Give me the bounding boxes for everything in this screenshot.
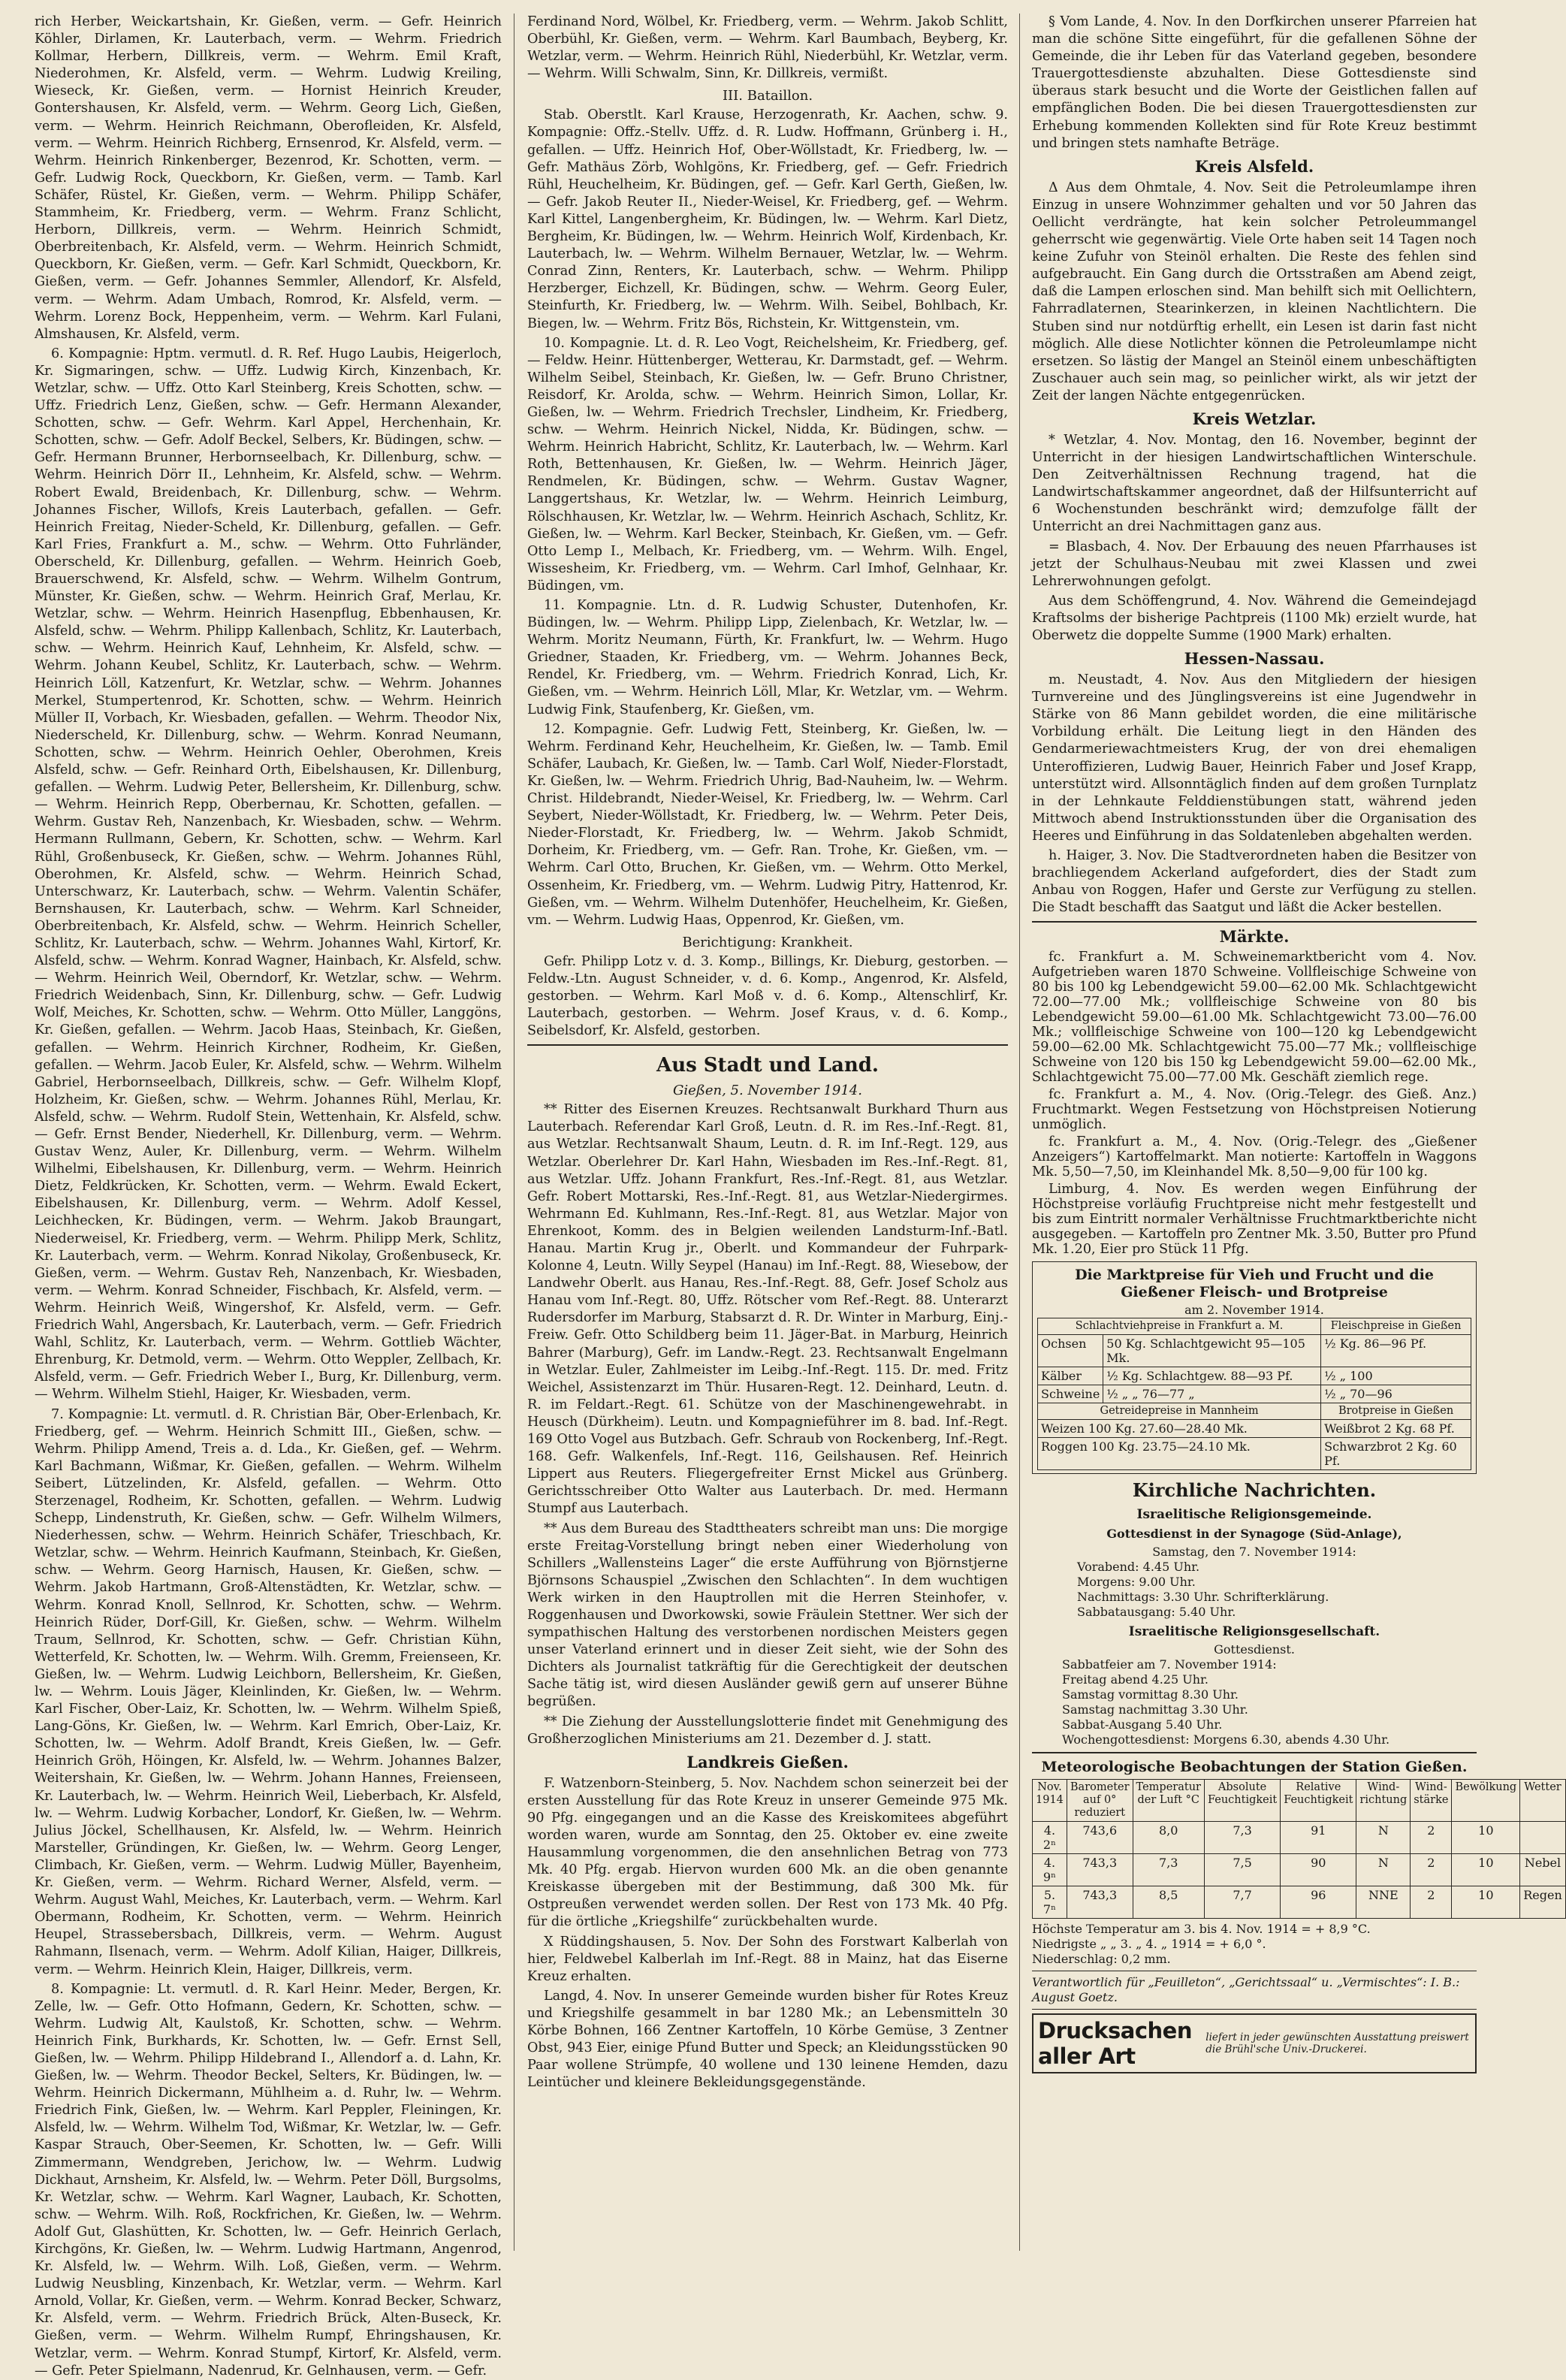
subsection-heading: Landkreis Gießen.: [686, 1752, 849, 1771]
market-report: fc. Frankfurt a. M., 4. Nov. (Orig.-Telegr. des „Gießener Anzeigers“) Kartoffelmarkt. Man notierte: Kartoffeln in Waggons Mk. 5,50—7,50, im Kleinhandel Mk. 8,50—9,00 für 100 kg.: [1032, 1134, 1477, 1180]
table-cell: NNE: [1356, 1886, 1411, 1919]
casualty-list-paragraph: 11. Kompagnie. Ltn. d. R. Ludwig Schuster, Dutenhofen, Kr. Büdingen, lw. — Wehrm. Philipp Lipp, Zielenbach, Kr. Wetzlar, lw. — Wehrm. Moritz Neumann, Fürth, Kr. Frankfurt, lw. — Wehrm. Hugo Griedner, Staaden, Kr. Friedberg, vm. — Wehrm. Johannes Beck, Rendel, Kr. Friedberg, vm. — Wehrm. Friedrich Konrad, Lich, Kr. Gießen, vm. — Wehrm. Heinrich Löll, Mlar, Kr. Wetzlar, vm. — Wehrm. Ludwig Fink, Staufenberg, Kr. Gießen, vm.: [527, 598, 1008, 717]
section-divider: [527, 1044, 1008, 1046]
service-times: [1032, 1657, 1477, 1747]
table-cell: 743,3: [1067, 1886, 1133, 1919]
print-shop-advertisement: [1032, 2013, 1477, 2073]
table-cell: ½ „ 70—96: [1321, 1385, 1471, 1403]
service-time-line: Sabbatausgang: 5.40 Uhr.: [1077, 1605, 1236, 1620]
table-row: [1033, 1822, 1566, 1854]
congregation-name: Israelitische Religionsgemeinde.: [1136, 1507, 1372, 1523]
table-cell: Roggen 100 Kg. 23.75—24.10 Mk.: [1038, 1438, 1321, 1470]
news-paragraph: X Rüddingshausen, 5. Nov. Der Sohn des Forstwart Kalberlah von hier, Feldwebel Kalberlah im Inf.-Regt. 88 in Mainz, hat das Eiserne Kreuz erhalten.: [527, 1934, 1008, 1984]
casualty-list-paragraph: Ferdinand Nord, Wölbel, Kr. Friedberg, verm. — Wehrm. Jakob Schlitt, Oberbühl, Kr. Gießen, verm. — Wehrm. Karl Baumbach, Beyberg, Kr. Wetzlar, verm. — Wehrm. Heinrich Rühl, Niederbühl, Kr. Wetzlar, verm. — Wehrm. Willi Schwalm, Sinn, Kr. Dillkreis, vermißt.: [527, 14, 1008, 82]
weather-footnote: Höchste Temperatur am 3. bis 4. Nov. 1914 = + 8,9 °C.: [1032, 1922, 1371, 1937]
column-rule: [1019, 14, 1020, 2251]
dateline: Gießen, 5. November 1914.: [673, 1083, 862, 1099]
news-paragraph: F. Watzenborn-Steinberg, 5. Nov. Nachdem schon seinerzeit bei der ersten Ausstellung für das Rote Kreuz in unserer Gemeinde 975 Mk. 90 Pfg. eingegangen und an die Kasse des Kreiskomitees abgeführt worden waren, wurde am Sonntag, den 25. Oktober ev. eine zweite Hausammlung vorgenommen, die den ansehnlichen Betrag von 773 Mk. 40 Pfg. ergab. Hiervon wurden 600 Mk. an die oben genannte Kreiskasse übergeben mit der Bestimmung, daß 300 Mk. für Ostpreußen verwendet werden sollen. Der Rest von 173 Mk. 40 Pfg. für die örtliche „Kriegshilfe“ zurückbehalten wurde.: [527, 1775, 1008, 1930]
news-paragraph: Aus dem Schöffengrund, 4. Nov. Während die Gemeindejagd Kraftsolms der bisherige Pachtpreis (1100 Mk) erzielt wurde, hat Oberwetz die doppelte Summe (1900 Mark) erhalten.: [1032, 593, 1477, 643]
column-3: [1032, 14, 1562, 2251]
market-prices-box: [1032, 1261, 1477, 1474]
table-cell: [1520, 1822, 1566, 1854]
table-header: Schlachtviehpreise in Frankfurt a. M.: [1038, 1318, 1321, 1335]
table-cell: N: [1356, 1822, 1411, 1854]
weather-table: [1032, 1779, 1566, 1919]
table-cell: ½ „ 100: [1321, 1367, 1471, 1385]
table-header-row: [1033, 1780, 1566, 1822]
table-cell: Schweine: [1038, 1385, 1103, 1403]
table-cell: Weizen 100 Kg. 27.60—28.40 Mk.: [1038, 1420, 1321, 1438]
markets-heading: Märkte.: [1219, 927, 1290, 947]
advertisement-title: Drucksachen aller Art: [1038, 2018, 1192, 2070]
casualty-list-paragraph: 10. Kompagnie. Lt. d. R. Leo Vogt, Reichelsheim, Kr. Friedberg, gef. — Feldw. Heinr. Hüttenberger, Wetterau, Kr. Darmstadt, gef. — Wehrm. Wilhelm Seibel, Steinbach, Kr. Gießen, lw. — Gefr. Bruno Christner, Reisdorf, Kr. Arolda, schw. — Wehrm. Heinrich Simon, Lollar, Kr. Gießen, lw. — Wehrm. Friedrich Trechsler, Lindheim, Kr. Friedberg, schw. — Wehrm. Heinrich Nickel, Nidda, Kr. Büdingen, schw. — Wehrm. Heinrich Habricht, Schlitz, Kr. Lauterbach, lw. — Wehrm. Karl Roth, Bettenhausen, Kr. Gießen, lw. — Wehrm. Heinrich Jäger, Rendmelen, Kr. Büdingen, schw. — Wehrm. Gustav Wagner, Langgertshaus, Kr. Wetzlar, lw. — Wehrm. Heinrich Leimburg, Rölschhausen, Kr. Wetzlar, lw. — Wehrm. Heinrich Aschach, Schlitz, Kr. Gießen, lw. — Wehrm. Karl Becker, Steinbach, Kr. Gießen, vm. — Gefr. Otto Lemp I., Melbach, Kr. Friedberg, vm. — Wehrm. Wilh. Engel, Wissesheim, Kr. Friedberg, vm. — Wehrm. Carl Imhof, Gelnhaar, Kr. Büdingen, vm.: [527, 335, 1008, 593]
table-cell: 2: [1411, 1822, 1452, 1854]
casualty-list-paragraph: 8. Kompagnie: Lt. vermutl. d. R. Karl Heinr. Meder, Bergen, Kr. Zelle, lw. — Gefr. Otto Hofmann, Gedern, Kr. Schotten, schw. — Wehrm. Ludwig Alt, Kaulstoß, Kr. Schotten, schw. — Wehrm. Heinrich Fink, Burkhards, Kr. Schotten, lw. — Gefr. Ernst Sell, Gießen, lw. — Wehrm. Philipp Hildebrand I., Allendorf a. d. Lahn, Kr. Gießen, lw. — Wehrm. Theodor Beckel, Selters, Kr. Büdingen, lw. — Wehrm. Heinrich Dickermann, Mühlheim a. d. Ruhr, lw. — Wehrm. Friedrich Fink, Gießen, lw. — Wehrm. Karl Peppler, Fleiningen, Kr. Alsfeld, lw. — Wehrm. Wilhelm Tod, Wißmar, Kr. Wetzlar, lw. — Gefr. Kaspar Strauch, Ober-Seemen, Kr. Schotten, lw. — Gefr. Willi Zimmermann, Wendgreben, Jerichow, lw. — Wehrm. Ludwig Dickhaut, Arnsheim, Kr. Alsfeld, lw. — Wehrm. Peter Döll, Burgsolms, Kr. Wetzlar, schw. — Wehrm. Karl Wagner, Laubach, Kr. Schotten, schw. — Wehrm. Wilh. Roß, Rockfrichen, Kr. Gießen, lw. — Wehrm. Adolf Gut, Glashütten, Kr. Schotten, lw. — Gefr. Heinrich Gerlach, Kirchgöns, Kr. Gießen, lw. — Wehrm. Ludwig Hartmann, Angenrod, Kr. Alsfeld, lw. — Wehrm. Wilh. Loß, Gießen, verm. — Wehrm. Ludwig Neusbling, Kinzenbach, Kr. Wetzlar, verm. — Wehrm. Karl Arnold, Vollar, Kr. Gießen, verm. — Wehrm. Konrad Becker, Schwarz, Kr. Alsfeld, verm. — Wehrm. Friedrich Brück, Alten-Buseck, Kr. Gießen, verm. — Wehrm. Wilhelm Rumpf, Ehringshausen, Kr. Wetzlar, verm. — Wehrm. Konrad Stumpf, Kirtorf, Kr. Alsfeld, verm. — Gefr. Peter Spielmann, Nadenrud, Kr. Gelnhausen, verm. — Gefr.: [35, 1981, 502, 2378]
service-time-line: Sabbatfeier am 7. November 1914:: [1062, 1657, 1277, 1672]
table-header: Barometer auf 0° reduziert: [1067, 1780, 1133, 1822]
casualty-list-paragraph: 7. Kompagnie: Lt. vermutl. d. R. Christian Bär, Ober-Erlenbach, Kr. Friedberg, gef. — Wehrm. Heinrich Schmitt III., Gießen, schw. — Wehrm. Philipp Amend, Treis a. d. Lda., Kr. Gießen, gef. — Wehrm. Karl Bachmann, Wißmar, Kr. Gießen, gefallen. — Wehrm. Wilhelm Seibert, Lützelinden, Kr. Alsfeld, gefallen. — Wehrm. Otto Sterzenagel, Rodheim, Kr. Schotten, gefallen. — Wehrm. Ludwig Schepp, Lindenstruth, Kr. Gießen, schw. — Gefr. Wilhelm Wilmers, Niederhessen, schw. — Wehrm. Heinrich Schäfer, Trieschbach, Kr. Wetzlar, schw. — Wehrm. Heinrich Kaufmann, Steinbach, Kr. Gießen, schw. — Wehrm. Georg Harnisch, Hausen, Kr. Gießen, schw. — Wehrm. Jakob Hartmann, Groß-Altenstädten, Kr. Wetzlar, schw. — Wehrm. Konrad Knoll, Sellnrod, Kr. Schotten, schw. — Wehrm. Heinrich Rüder, Dorf-Gill, Kr. Gießen, schw. — Wehrm. Wilhelm Traum, Sellnrod, Kr. Schotten, schw. — Gefr. Christian Kühn, Wetterfeld, Kr. Schotten, lw. — Wehrm. Wilh. Gremm, Freienseen, Kr. Gießen, lw. — Wehrm. Ludwig Leichborn, Bellersheim, Kr. Gießen, lw. — Wehrm. Louis Jäger, Kleinlinden, Kr. Gießen, lw. — Wehrm. Karl Fischer, Ober-Laiz, Kr. Schotten, lw. — Wehrm. Wilhelm Spieß, Lang-Göns, Kr. Gießen, lw. — Wehrm. Karl Emrich, Ober-Laiz, Kr. Schotten, lw. — Wehrm. Adolf Brandt, Kreis Gießen, lw. — Gefr. Heinrich Gröh, Höingen, Kr. Alsfeld, lw. — Wehrm. Johannes Balzer, Weitershain, Kr. Gießen, lw. — Wehrm. Johann Hannes, Freienseen, Kr. Lauterbach, lw. — Wehrm. Heinrich Weil, Lieberbach, Kr. Alsfeld, lw. — Wehrm. Ludwig Korbacher, Londorf, Kr. Gießen, lw. — Wehrm. Julius Jöckel, Schellhausen, Kr. Alsfeld, lw. — Wehrm. Heinrich Marsteller, Gründingen, Kr. Gießen, lw. — Wehrm. Georg Lenger, Climbach, Kr. Gießen, verm. — Wehrm. Ludwig Müller, Bayenheim, Kr. Gießen, verm. — Wehrm. Richard Werner, Alsfeld, verm. — Wehrm. August Wahl, Meiches, Kr. Lauterbach, verm. — Wehrm. Karl Obermann, Rodheim, Kr. Schotten, verm. — Wehrm. Heinrich Heupel, Strassebersbach, Dillkreis, verm. — Wehrm. August Rahmann, Ilsenach, verm. — Wehrm. Adolf Kilian, Haiger, Dillkreis, verm. — Wehrm. Heinrich Klein, Haiger, Dillkreis, verm.: [35, 1406, 502, 1977]
responsible-editor-line: Verantwortlich für „Feuilleton“, „Gerichtssaal“ u. „Vermischtes“: I. B.: August Goetz.: [1032, 1975, 1460, 2005]
table-cell: 7,3: [1204, 1822, 1280, 1854]
market-report: Limburg, 4. Nov. Es werden wegen Einführung der Höchstpreise vorläufig Fruchtpreise nicht mehr festgestellt und bis zum Eintritt normaler Verhältnisse Fruchtmarktberichte nicht ausgegeben. — Kartoffeln pro Zentner Mk. 3.50, Butter pro Pfund Mk. 1.20, Eier pro Stück 11 Pfg.: [1032, 1182, 1477, 1258]
table-header: Wind-richtung: [1356, 1780, 1411, 1822]
battalion-heading: III. Bataillon.: [722, 88, 813, 104]
table-cell: ½ „ „ 76—77 „: [1103, 1385, 1321, 1403]
church-news-heading: Kirchliche Nachrichten.: [1132, 1479, 1377, 1502]
service-label: Gottesdienst.: [1214, 1642, 1295, 1657]
correction-heading: Berichtigung: Krankheit.: [682, 934, 853, 950]
subsection-heading: Kreis Wetzlar.: [1192, 409, 1317, 428]
news-paragraph: ** Die Ziehung der Ausstellungslotterie findet mit Genehmigung des Großherzoglichen Ministeriums am 21. Dezember d. J. statt.: [527, 1714, 1008, 1747]
weather-footnote: Niederschlag: 0,2 mm.: [1032, 1952, 1171, 1967]
service-times: [1032, 1560, 1477, 1620]
news-paragraph: ** Ritter des Eisernen Kreuzes. Rechtsanwalt Burkhard Thurn aus Lauterbach. Referendar Karl Groß, Leutn. d. R. im Res.-Inf.-Regt. 81, aus Wetzlar. Rechtsanwalt Shaum, Leutn. d. R. im Inf.-Regt. 129, aus Wetzlar. Oberlehrer Dr. Karl Hahn, Wiesbaden im Res.-Inf.-Regt. 81, aus Wetzlar. Uffz. Johann Frankfurt, Res.-Inf.-Regt. 81, aus Wetzlar. Gefr. Robert Mottarski, Res.-Inf.-Regt. 81, aus Wetzlar-Niedergirmes. Wehrmann Ed. Kuhlmann, Res.-Inf.-Regt. 81, aus Wetzlar. Major von Ehrenkoot, Komm. des in Belgien weilenden Landsturm-Inf.-Batl. Hanau. Martin Krug jr., Oberlt. und Kommandeur der Fuhrpark-Kolonne 4, Leutn. Willy Seypel (Hanau) im Inf.-Regt. 88, Wiesebow, der Landwehr Oberlt. aus Hanau, Res.-Inf.-Regt. 88, Gefr. Josef Scholz aus Hanau vom Inf.-Regt. 80, Uffz. Rötscher vom Ref.-Regt. 88. Unterarzt Rudersdorfer im Marburg, Stabsarzt d. R. Dr. Winter in Marburg, Einj.-Freiw. Gefr. Otto Schildberg beim 11. Jäger-Bat. in Marburg, Heinrich Bahrer (Marburg), Gefr. im Landw.-Regt. 23. Rechtsanwalt Engelmann in Wetzlar. Euler, Zahlmeister im Leibg.-Inf.-Regt. 115. Dr. med. Fritz Weichel, Assistenzarzt im Thür. Husaren-Regt. 12. Deinhard, Leutn. d. R. im Feldart.-Regt. 61. Schütze von der Maschinengewehrabt. in Heusch (Dürkheim). Leutn. und Kompagnieführer im 8. bad. Inf.-Regt. 169 Otto Vogel aus Butzbach. Gefr. Schraub von Rockenberg, Inf.-Regt. 168. Gefr. Walkenfels, Inf.-Regt. 116, Geilshausen. Ref. Heinrich Lippert aus Reuters. Fliegergefreiter Ernst Mickel aus Grünberg. Gerichtsschreiber Otto Walter aus Lauterbach. Dr. med. Hermann Stumpf aus Lauterbach.: [527, 1102, 1008, 1517]
table-cell: 10: [1452, 1854, 1520, 1886]
table-cell: 743,6: [1067, 1822, 1133, 1854]
table-header: Fleischpreise in Gießen: [1321, 1318, 1471, 1335]
table-cell: 96: [1281, 1886, 1356, 1919]
table-cell: ½ Kg. 86—96 Pf.: [1321, 1335, 1471, 1367]
table-cell: N: [1356, 1854, 1411, 1886]
table-cell: 4. 2ⁿ: [1033, 1822, 1067, 1854]
service-time-line: Samstag vormittag 8.30 Uhr.: [1062, 1687, 1239, 1702]
table-header: Absolute Feuchtigkeit: [1204, 1780, 1280, 1822]
table-row: [1038, 1420, 1471, 1438]
section-divider: [1032, 1752, 1477, 1753]
market-prices-title: Die Marktpreise für Vieh und Frucht und die Gießener Fleisch- und Brotpreise: [1075, 1267, 1434, 1301]
column-1: [35, 14, 502, 2378]
news-paragraph: § Vom Lande, 4. Nov. In den Dorfkirchen unserer Pfarreien hat man die schöne Sitte eingeführt, für die gefallenen Söhne der Gemeinde, die ihr Leben für das Vaterland gegeben, besondere Trauergottesdienste abzuhalten. Diese Gottesdienste sind überaus stark besucht und die Worte der Geistlichen fallen auf empfänglichen Boden. Die bei diesen Trauergottesdiensten zur Erhebung kommenden Kollekten sind für Rote Kreuz bestimmt und bringen stets namhafte Beträge.: [1032, 14, 1477, 151]
table-cell: 50 Kg. Schlachtgewicht 95—105 Mk.: [1103, 1335, 1321, 1367]
service-time-line: Morgens: 9.00 Uhr.: [1077, 1575, 1196, 1590]
table-cell: 743,3: [1067, 1854, 1133, 1886]
subsection-heading: Hessen-Nassau.: [1184, 649, 1325, 669]
table-cell: Nebel: [1520, 1854, 1566, 1886]
casualty-list-paragraph: rich Herber, Weickartshain, Kr. Gießen, verm. — Gefr. Heinrich Köhler, Dirlamen, Kr. Lauterbach, verm. — Wehrm. Friedrich Kollmar, Herbern, Dillkreis, verm. — Wehrm. Emil Kraft, Niederohmen, Kr. Alsfeld, verm. — Wehrm. Ludwig Kreiling, Wieseck, Kr. Gießen, verm. — Hornist Heinrich Kreuder, Gontershausen, Kr. Alsfeld, verm. — Wehrm. Georg Lich, Gießen, verm. — Wehrm. Heinrich Reichmann, Oberofleiden, Kr. Alsfeld, verm. — Wehrm. Heinrich Richberg, Ernsenrod, Kr. Alsfeld, verm. — Wehrm. Heinrich Rinkenberger, Bezenrod, Kr. Schotten, verm. — Gefr. Ludwig Rock, Queckborn, Kr. Gießen, verm. — Tamb. Karl Schäfer, Rüstel, Kr. Gießen, verm. — Wehrm. Philipp Schäfer, Stammheim, Kr. Friedberg, verm. — Wehrm. Franz Schlicht, Herborn, Dillkreis, verm. — Wehrm. Heinrich Schmidt, Oberbreitenbach, Kr. Alsfeld, verm. — Wehrm. Heinrich Schmidt, Queckborn, Kr. Gießen, verm. — Gefr. Karl Schmidt, Queckborn, Kr. Gießen, verm. — Gefr. Johannes Semmler, Allendorf, Kr. Alsfeld, verm. — Wehrm. Adam Umbach, Romrod, Kr. Alsfeld, verm. — Wehrm. Lorenz Bock, Heppenheim, verm. — Wehrm. Karl Fulani, Almshausen, Kr. Alsfeld, verm.: [35, 14, 502, 342]
table-cell: Regen: [1520, 1886, 1566, 1919]
casualty-list-paragraph: 6. Kompagnie: Hptm. vermutl. d. R. Ref. Hugo Laubis, Heigerloch, Kr. Sigmaringen, schw. — Uffz. Ludwig Kirch, Kinzenbach, Kr. Wetzlar, schw. — Uffz. Otto Karl Steinberg, Kreis Schotten, schw. — Uffz. Friedrich Lenz, Gießen, schw. — Gefr. Hermann Alexander, Schotten, schw. — Gefr. Wehrm. Karl Appel, Herchenhain, Kr. Schotten, schw. — Gefr. Adolf Beckel, Selbers, Kr. Büdingen, schw. — Gefr. Hermann Brunner, Herbornseelbach, Kr. Dillenburg, schw. — Wehrm. Heinrich Dörr II., Lehnheim, Kr. Alsfeld, schw. — Wehrm. Robert Ewald, Breidenbach, Kr. Dillenburg, schw. — Wehrm. Johannes Fischer, Willofs, Kreis Lauterbach, gefallen. — Gefr. Heinrich Freitag, Nieder-Scheld, Kr. Dillenburg, gefallen. — Gefr. Karl Fries, Frankfurt a. M., schw. — Wehrm. Otto Fuhrländer, Oberscheld, Kr. Dillenburg, gefallen. — Wehrm. Heinrich Goeb, Brauerschwend, Kr. Alsfeld, schw. — Wehrm. Wilhelm Gontrum, Münster, Kr. Gießen, schw. — Wehrm. Heinrich Graf, Merlau, Kr. Wetzlar, schw. — Wehrm. Heinrich Hasenpflug, Ebbenhausen, Kr. Alsfeld, schw. — Wehrm. Philipp Kallenbach, Schlitz, Kr. Lauterbach, schw. — Wehrm. Heinrich Kauf, Lehnheim, Kr. Alsfeld, schw. — Wehrm. Johann Keubel, Schlitz, Kr. Lauterbach, schw. — Wehrm. Heinrich Löll, Katzenfurt, Kr. Wetzlar, schw. — Wehrm. Johannes Merkel, Stumpertenrod, Kr. Schotten, schw. — Wehrm. Heinrich Müller II, Vorbach, Kr. Wiesbaden, gefallen. — Wehrm. Theodor Nix, Niederscheld, Kr. Dillenburg, schw. — Wehrm. Konrad Neumann, Schotten, schw. — Wehrm. Heinrich Oehler, Oberohmen, Kreis Alsfeld, schw. — Gefr. Reinhard Orth, Eibelshausen, Kr. Dillenburg, gefallen. — Wehrm. Ludwig Peter, Bellersheim, Kr. Dillenburg, schw. — Wehrm. Heinrich Repp, Oberbernau, Kr. Schotten, gefallen. — Wehrm. Gustav Reh, Nanzenbach, Kr. Wiesbaden, schw. — Wehrm. Hermann Rullmann, Gebern, Kr. Schotten, schw. — Wehrm. Karl Rühl, Großenbuseck, Kr. Gießen, schw. — Wehrm. Johannes Rühl, Oberohmen, Kr. Alsfeld, schw. — Wehrm. Heinrich Schad, Unterschwarz, Kr. Lauterbach, schw. — Wehrm. Valentin Schäfer, Bernshausen, Kr. Lauterbach, schw. — Wehrm. Karl Schneider, Oberbreitenbach, Kr. Alsfeld, schw. — Wehrm. Heinrich Scheller, Schlitz, Kr. Lauterbach, schw. — Wehrm. Johannes Wahl, Kirtorf, Kr. Alsfeld, schw. — Wehrm. Konrad Wagner, Hainbach, Kr. Alsfeld, schw. — Wehrm. Heinrich Weil, Oberndorf, Kr. Wetzlar, schw. — Wehrm. Friedrich Weidenbach, Sinn, Kr. Dillenburg, schw. — Gefr. Ludwig Wolf, Meiches, Kr. Schotten, schw. — Wehrm. Otto Müller, Langgöns, Kr. Gießen, gefallen. — Wehrm. Jacob Haas, Steinbach, Kr. Gießen, gefallen. — Wehrm. Heinrich Kirchner, Rodheim, Kr. Gießen, gefallen. — Wehrm. Jacob Euler, Kr. Alsfeld, schw. — Wehrm. Wilhelm Gabriel, Herbornseelbach, Dillkreis, schw. — Gefr. Wilhelm Klopf, Holzheim, Kr. Gießen, schw. — Wehrm. Johannes Rühl, Merlau, Kr. Alsfeld, schw. — Wehrm. Rudolf Stein, Wettenhain, Kr. Alsfeld, schw. — Gefr. Ernst Bender, Niederhell, Kr. Dillenburg, verm. — Wehrm. Gustav Wenz, Auler, Kr. Dillenburg, verm. — Wehrm. Wilhelm Wilhelmi, Eibelshausen, Kr. Dillenburg, verm. — Wehrm. Heinrich Dietz, Feldkrücken, Kr. Schotten, verm. — Wehrm. Ewald Eckert, Eibelshausen, Kr. Dillenburg, verm. — Wehrm. Adolf Kessel, Leichhecken, Kr. Büdingen, verm. — Wehrm. Jakob Braungart, Niederweisel, Kr. Friedberg, verm. — Wehrm. Philipp Merk, Schlitz, Kr. Lauterbach, verm. — Wehrm. Konrad Nikolay, Großenbuseck, Kr. Gießen, verm. — Wehrm. Gustav Reh, Nanzenbach, Kr. Wiesbaden, verm. — Wehrm. Konrad Schneider, Fischbach, Kr. Alsfeld, verm. — Wehrm. Heinrich Weiß, Wingershof, Kr. Alsfeld, verm. — Gefr. Friedrich Wahl, Angersbach, Kr. Lauterbach, verm. — Gefr. Friedrich Wahl, Schlitz, Kr. Lauterbach, verm. — Wehrm. Gottlieb Wächter, Ehrenburg, Kr. Detmold, verm. — Wehrm. Otto Weppler, Zellbach, Kr. Alsfeld, verm. — Gefr. Friedrich Weber I., Burg, Kr. Dillenburg, verm. — Wehrm. Wilhelm Stiehl, Haiger, Kr. Wiesbaden, verm.: [35, 346, 502, 1403]
market-report: fc. Frankfurt a. M., 4. Nov. (Orig.-Telegr. des Gieß. Anz.) Fruchtmarkt. Wegen Festsetzung von Höchstpreisen Notierung unmöglich.: [1032, 1087, 1477, 1133]
table-cell: Schwarzbrot 2 Kg. 60 Pf.: [1321, 1438, 1471, 1470]
advertisement-text: liefert in jeder gewünschten Ausstattung preiswert die Brühl'sche Univ.-Druckerei.: [1205, 2031, 1469, 2056]
table-cell: Kälber: [1038, 1367, 1103, 1385]
news-paragraph: = Blasbach, 4. Nov. Der Erbauung des neuen Pfarrhauses ist jetzt der Schulhaus-Neubau mit zwei Klassen und zwei Lehrerwohnungen gefolgt.: [1032, 539, 1477, 589]
casualty-list-paragraph: Stab. Oberstlt. Karl Krause, Herzogenrath, Kr. Aachen, schw. 9. Kompagnie: Offz.-Stellv. Uffz. d. R. Ludw. Hoffmann, Grünberg i. H., gefallen. — Uffz. Heinrich Hof, Ober-Wöllstadt, Kr. Friedberg, lw. — Gefr. Mathäus Zörb, Wohlgöns, Kr. Friedberg, gef. — Gefr. Friedrich Rühl, Heuchelheim, Kr. Büdingen, gef. — Gefr. Karl Gerth, Gießen, lw. — Gefr. Jakob Reuter II., Nieder-Weisel, Kr. Friedberg, gef. — Wehrm. Karl Kittel, Langenbergheim, Kr. Büdingen, lw. — Wehrm. Karl Dietz, Bergheim, Kr. Büdingen, lw. — Wehrm. Heinrich Wolf, Kirdenbach, Kr. Lauterbach, lw. — Wehrm. Wilhelm Bernauer, Wetzlar, lw. — Wehrm. Conrad Zinn, Renters, Kr. Lauterbach, schw. — Wehrm. Philipp Herzberger, Eichzell, Kr. Büdingen, schw. — Wehrm. Georg Euler, Steinfurth, Kr. Friedberg, lw. — Wehrm. Wilh. Seibel, Bohlbach, Kr. Biegen, lw. — Wehrm. Fritz Bös, Richstein, Kr. Wittgenstein, vm.: [527, 107, 1008, 331]
table-cell: ½ Kg. Schlachtgew. 88—93 Pf.: [1103, 1367, 1321, 1385]
table-cell: 5. 7ⁿ: [1033, 1886, 1067, 1919]
table-row: [1033, 1854, 1566, 1886]
table-cell: 8,5: [1133, 1886, 1204, 1919]
weather-heading: Meteorologische Beobachtungen der Station Gießen.: [1041, 1759, 1468, 1776]
table-header: Brotpreise in Gießen: [1321, 1403, 1471, 1420]
service-time-line: Samstag nachmittag 3.30 Uhr.: [1062, 1702, 1248, 1717]
table-cell: Ochsen: [1038, 1335, 1103, 1367]
table-header: Wind-stärke: [1411, 1780, 1452, 1822]
table-cell: 7,5: [1204, 1854, 1280, 1886]
table-row: [1038, 1335, 1471, 1367]
table-cell: 4. 9ⁿ: [1033, 1854, 1067, 1886]
news-paragraph: ** Aus dem Bureau des Stadttheaters schreibt man uns: Die morgige erste Freitag-Vorstellung bringt neben einer Wiederholung von Schillers „Wallensteins Lager“ die erste Aufführung von Björnstjerne Björnsons Schauspiel „Zwischen den Schlachten“. In dem wuchtigen Werk wirken in den Hauptrollen mit die Herren Steinhofer, v. Roggenhausen und Dworkowski, sowie Fräulein Stettner. Wer sich der sympathischen Haltung des verstorbenen nordischen Meisters gegen unser Vaterland erinnert und in dieser Zeit sieht, wie der Sohn des Dichters als Journalist tatkräftig für die Gerechtigkeit der deutschen Sache tätig ist, wird diesen Ausländer gewiß gern auf unserer Bühne begrüßen.: [527, 1521, 1008, 1710]
service-time-line: Nachmittags: 3.30 Uhr. Schrifterklärung.: [1077, 1590, 1329, 1605]
table-row: [1033, 1886, 1566, 1919]
column-2: [527, 14, 1008, 2251]
subsection-heading: Kreis Alsfeld.: [1194, 156, 1314, 176]
table-header: Bewölkung: [1452, 1780, 1520, 1822]
news-paragraph: * Wetzlar, 4. Nov. Montag, den 16. November, beginnt der Unterricht in der hiesigen Landwirtschaftlichen Winterschule. Den Zeitverhältnissen Rechnung tragend, hat die Landwirtschaftskammer angeordnet, daß der Hilfsunterricht auf 6 Wochenstunden beschränkt wird; demzufolge fällt der Unterricht an drei Nachmittagen ganz aus.: [1032, 432, 1477, 535]
section-title: Aus Stadt und Land.: [656, 1054, 879, 1077]
newspaper-page: [35, 14, 1562, 2378]
service-time-line: Sabbat-Ausgang 5.40 Uhr.: [1062, 1717, 1223, 1732]
service-time-line: Vorabend: 4.45 Uhr.: [1077, 1560, 1200, 1575]
table-cell: 10: [1452, 1886, 1520, 1919]
section-divider: [1032, 2009, 1477, 2010]
table-header: Relative Feuchtigkeit: [1281, 1780, 1356, 1822]
service-location: Gottesdienst in der Synagoge (Süd-Anlage),: [1106, 1527, 1402, 1542]
service-date: Samstag, den 7. November 1914:: [1152, 1545, 1356, 1560]
table-cell: 2: [1411, 1886, 1452, 1919]
section-divider: [1032, 921, 1477, 923]
news-paragraph: Δ Aus dem Ohmtale, 4. Nov. Seit die Petroleumlampe ihren Einzug in unsere Wohnzimmer gehalten und vor 50 Jahren das Oellicht verdrängte, hat kein solcher Petroleummangel geherrscht wie gegenwärtig. Viele Orte haben seit 14 Tagen noch keine Zufuhr von Steinöl erhalten. Die Reste des fehlen sind aufgebraucht. Ein Gang durch die Ortsstraßen am Abend zeigt, daß die Lampen erloschen sind. Man behilft sich mit Oellichtern, Fahrradlaternen, Stearinkerzen, in kleinen Nachtlichtern. Die Stuben sind nur notdürftig erhellt, ein Lesen ist darin fast nicht möglich. Alle diese Notlichter können die Petroleumlampe nicht ersetzen. So lästig der Mangel an Steinöl einem unbeschäftigten Zuschauer auch sein mag, so peinlicher wirkt, als wir jetzt der Zeit der langen Nächte entgegenrücken.: [1032, 180, 1477, 403]
news-paragraph: m. Neustadt, 4. Nov. Aus den Mitgliedern der hiesigen Turnvereine und des Jünglingsvereins ist eine Jugendwehr in Stärke von 86 Mann gebildet worden, die eine militärische Vorbildung erhält. Die Leitung liegt in den Händen des Gendarmeriewachtmeisters Krug, der von drei ehemaligen Unteroffizieren, Ludwig Bauer, Heinrich Faber und Josef Krapp, unterstützt wird. Allsonntäglich finden auf dem großen Turnplatz in der Lehnkaute Felddienstübungen statt, während jeden Mittwoch abend Instruktionsstunden über die Organisation des Heeres und Einführung in das Soldatenleben abgehalten werden.: [1032, 672, 1477, 844]
table-cell: 2: [1411, 1854, 1452, 1886]
casualty-list-paragraph: 12. Kompagnie. Gefr. Ludwig Fett, Steinberg, Kr. Gießen, lw. — Wehrm. Ferdinand Kehr, Heuchelheim, Kr. Gießen, lw. — Tamb. Emil Schäfer, Laubach, Kr. Gießen, lw. — Tamb. Carl Wolf, Nieder-Florstadt, Kr. Gießen, lw. — Wehrm. Friedrich Uhrig, Bad-Nauheim, lw. — Wehrm. Christ. Hildebrandt, Nieder-Weisel, Kr. Friedberg, lw. — Wehrm. Carl Seybert, Nieder-Wöllstadt, Kr. Friedberg, lw. — Wehrm. Peter Deis, Nieder-Florstadt, Kr. Friedberg, lw. — Wehrm. Jakob Schmidt, Dorheim, Kr. Friedberg, vm. — Gefr. Ran. Trohe, Kr. Gießen, vm. — Wehrm. Carl Otto, Bruchen, Kr. Gießen, vm. — Wehrm. Otto Merkel, Ossenheim, Kr. Friedberg, vm. — Wehrm. Ludwig Pitry, Hattenrod, Kr. Gießen, vm. — Wehrm. Wilhelm Dutenhöfer, Heuchelheim, Kr. Gießen, vm. — Wehrm. Ludwig Haas, Oppenrod, Kr. Gießen, vm.: [527, 721, 1008, 928]
table-header: Getreidepreise in Mannheim: [1038, 1403, 1321, 1420]
table-cell: 91: [1281, 1822, 1356, 1854]
weather-footnote: Niedrigste „ „ 3. „ 4. „ 1914 = + 6,0 °.: [1032, 1937, 1266, 1952]
table-cell: 90: [1281, 1854, 1356, 1886]
table-header: Wetter: [1520, 1780, 1566, 1822]
news-paragraph: Langd, 4. Nov. In unserer Gemeinde wurden bisher für Rotes Kreuz und Kriegshilfe gesammelt in bar 1280 Mk.; an Lebensmitteln 30 Körbe Bohnen, 166 Zentner Kartoffeln, 10 Körbe Gemüse, 3 Zentner Obst, 943 Eier, einige Pfund Butter und Speck; an Kleidungsstücken 90 Paar wollene Strümpfe, 40 wollene und 130 leinene Hemden, dazu Leintücher und kleinere Bekleidungsgegenstände.: [527, 1988, 1008, 2091]
service-time-line: Freitag abend 4.25 Uhr.: [1062, 1672, 1208, 1687]
market-prices-date: am 2. November 1914.: [1184, 1303, 1324, 1318]
table-cell: 8,0: [1133, 1822, 1204, 1854]
table-header: Temperatur der Luft °C: [1133, 1780, 1204, 1822]
congregation-name: Israelitische Religionsgesellschaft.: [1128, 1624, 1380, 1640]
table-header: Nov. 1914: [1033, 1780, 1067, 1822]
table-cell: 7,3: [1133, 1854, 1204, 1886]
news-paragraph: h. Haiger, 3. Nov. Die Stadtverordneten haben die Besitzer von brachliegendem Ackerland aufgefordert, dies der Stadt zum Anbau von Roggen, Hafer und Gerste zur Verfügung zu stellen. Die Stadt beschafft das Saatgut und läßt die Acker bestellen.: [1032, 848, 1477, 916]
casualty-list-paragraph: Gefr. Philipp Lotz v. d. 3. Komp., Billings, Kr. Dieburg, gestorben. — Feldw.-Ltn. August Schneider, v. d. 6. Komp., Angenrod, Kr. Alsfeld, gestorben. — Wehrm. Karl Moß v. d. 6. Komp., Altenschlirf, Kr. Lauterbach, gestorben. — Wehrm. Josef Kraus, v. d. 6. Komp., Seibelsdorf, Kr. Alsfeld, gestorben.: [527, 953, 1008, 1039]
table-row: [1038, 1438, 1471, 1470]
table-cell: 10: [1452, 1822, 1520, 1854]
table-row: [1038, 1367, 1471, 1385]
service-time-line: Wochengottesdienst: Morgens 6.30, abends 4.30 Uhr.: [1062, 1732, 1390, 1747]
table-row: [1038, 1385, 1471, 1403]
market-report: fc. Frankfurt a. M. Schweinemarktbericht vom 4. Nov. Aufgetrieben waren 1870 Schweine. Vollfleischige Schweine von 80 bis 100 kg Lebendgewicht 59.00—62.00 Mk. Schlachtgewicht 72.00—77.00 Mk.; vollfleischige Schweine von 80 bis Lebendgewicht 59.00—61.00 Mk. Schlachtgewicht 73.00—76.00 Mk.; vollfleischige Schweine von 100—120 kg Lebendgewicht 59.00—62.00 Mk. Schlachtgewicht 75.00—77 Mk.; vollfleischige Schweine von 120 bis 150 kg Lebendgewicht 59.00—62.00 Mk., Schlachtgewicht 75.00—77.00 Mk. Geschäft ziemlich rege.: [1032, 950, 1477, 1086]
table-cell: 7,7: [1204, 1886, 1280, 1919]
market-prices-table: [1037, 1318, 1471, 1470]
table-cell: Weißbrot 2 Kg. 68 Pf.: [1321, 1420, 1471, 1438]
